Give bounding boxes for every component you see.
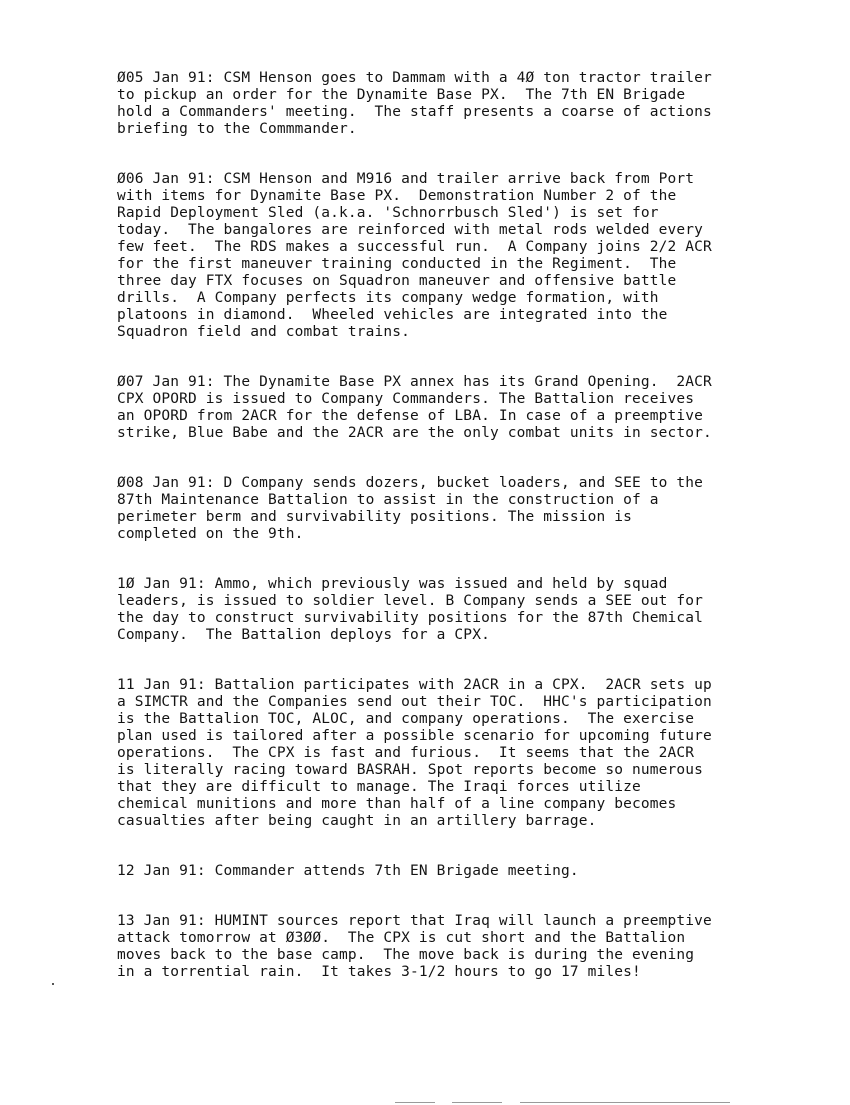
scan-speck	[52, 983, 54, 985]
entry-line: drills. A Company perfects its company wedge formation, with	[117, 290, 659, 306]
log-entry	[117, 70, 817, 138]
entry-line: strike, Blue Babe and the 2ACR are the only combat units in sector.	[117, 425, 712, 441]
entry-line: for the first maneuver training conducted in the Regiment. The	[117, 256, 677, 272]
scan-edge-mark	[520, 1102, 730, 1103]
entry-line: Ø08 Jan 91: D Company sends dozers, bucket loaders, and SEE to the	[117, 475, 704, 491]
entry-line: Ø07 Jan 91: The Dynamite Base PX annex has its Grand Opening. 2ACR	[117, 374, 712, 390]
entry-line: is the Battalion TOC, ALOC, and company operations. The exercise	[117, 711, 695, 727]
log-entry	[117, 677, 817, 830]
entry-line: operations. The CPX is fast and furious. It seems that the 2ACR	[117, 745, 695, 761]
entry-line: platoons in diamond. Wheeled vehicles are integrated into the	[117, 307, 668, 323]
scan-edge-mark	[452, 1102, 502, 1103]
entry-line: Ø05 Jan 91: CSM Henson goes to Dammam with a 4Ø ton tractor trailer	[117, 70, 712, 86]
log-entry	[117, 171, 817, 341]
scan-edge-mark	[395, 1102, 435, 1103]
log-entry	[117, 475, 817, 543]
entry-line: Squadron field and combat trains.	[117, 324, 411, 340]
log-entries	[117, 70, 817, 1014]
entry-line: chemical munitions and more than half of a line company becomes	[117, 796, 677, 812]
entry-line: in a torrential rain. It takes 3-1/2 hours to go 17 miles!	[117, 964, 641, 980]
entry-line: 13 Jan 91: HUMINT sources report that Iraq will launch a preemptive	[117, 913, 712, 929]
entry-line: today. The bangalores are reinforced with metal rods welded every	[117, 222, 704, 238]
log-entry	[117, 863, 817, 880]
entry-line: is literally racing toward BASRAH. Spot reports become so numerous	[117, 762, 704, 778]
log-entry	[117, 913, 817, 981]
entry-line: perimeter berm and survivability positions. The mission is	[117, 509, 633, 525]
entry-line: moves back to the base camp. The move back is during the evening	[117, 947, 695, 963]
entry-line: plan used is tailored after a possible scenario for upcoming future	[117, 728, 712, 744]
entry-line: a SIMCTR and the Companies send out their TOC. HHC's participation	[117, 694, 712, 710]
entry-line: CPX OPORD is issued to Company Commanders. The Battalion receives	[117, 391, 695, 407]
entry-line: 12 Jan 91: Commander attends 7th EN Brigade meeting.	[117, 863, 579, 879]
entry-line: 1Ø Jan 91: Ammo, which previously was issued and held by squad	[117, 576, 668, 592]
entry-line: briefing to the Commmander.	[117, 121, 357, 137]
entry-line: Rapid Deployment Sled (a.k.a. 'Schnorrbusch Sled') is set for	[117, 205, 659, 221]
log-entry	[117, 374, 817, 442]
entry-line: 11 Jan 91: Battalion participates with 2ACR in a CPX. 2ACR sets up	[117, 677, 712, 693]
entry-line: the day to construct survivability positions for the 87th Chemical	[117, 610, 704, 626]
entry-line: Company. The Battalion deploys for a CPX.	[117, 627, 490, 643]
log-entry	[117, 576, 817, 644]
entry-line: three day FTX focuses on Squadron maneuver and offensive battle	[117, 273, 677, 289]
entry-line: 87th Maintenance Battalion to assist in the construction of a	[117, 492, 659, 508]
entry-line: to pickup an order for the Dynamite Base PX. The 7th EN Brigade	[117, 87, 686, 103]
entry-line: few feet. The RDS makes a successful run. A Company joins 2/2 ACR	[117, 239, 712, 255]
entry-line: casualties after being caught in an artillery barrage.	[117, 813, 597, 829]
entry-line: completed on the 9th.	[117, 526, 304, 542]
entry-line: that they are difficult to manage. The Iraqi forces utilize	[117, 779, 641, 795]
entry-line: hold a Commanders' meeting. The staff presents a coarse of actions	[117, 104, 712, 120]
entry-line: leaders, is issued to soldier level. B Company sends a SEE out for	[117, 593, 704, 609]
entry-line: with items for Dynamite Base PX. Demonstration Number 2 of the	[117, 188, 677, 204]
entry-line: Ø06 Jan 91: CSM Henson and M916 and trailer arrive back from Port	[117, 171, 695, 187]
entry-line: attack tomorrow at Ø3ØØ. The CPX is cut short and the Battalion	[117, 930, 686, 946]
entry-line: an OPORD from 2ACR for the defense of LBA. In case of a preemptive	[117, 408, 704, 424]
